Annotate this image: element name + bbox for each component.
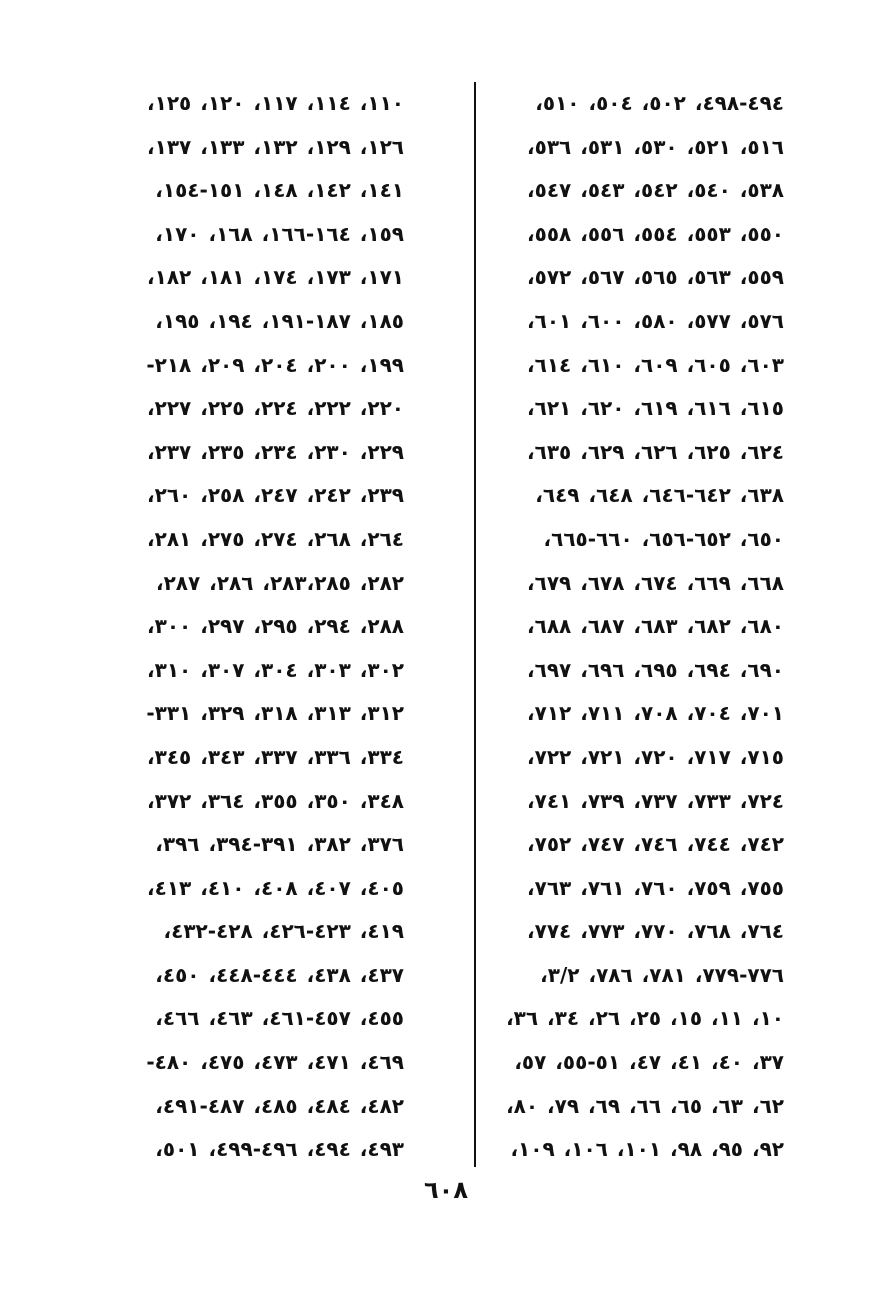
index-line: ١٢٦، ١٢٩، ١٣٢، ١٣٣، ١٣٧،: [147, 134, 404, 159]
index-line: ١٧١، ١٧٣، ١٧٤، ١٨١، ١٨٢،: [147, 265, 404, 290]
index-line: ٦٢٤، ٦٢٥، ٦٢٦، ٦٢٩، ٦٣٥،: [527, 439, 784, 464]
index-line: ٦٩٠، ٦٩٤، ٦٩٥، ٦٩٦، ٦٩٧،: [527, 657, 784, 682]
index-line: ٤٥٥، ٤٥٧-٤٦١، ٤٦٣، ٤٦٦،: [155, 1006, 404, 1031]
index-line: ٤٣٧، ٤٣٨، ٤٤٤-٤٤٨، ٤٥٠،: [155, 962, 404, 987]
index-line: ٦١٥، ٦١٦، ٦١٩، ٦٢٠، ٦٢١،: [527, 396, 784, 421]
index-line: ٦٢، ٦٣، ٦٥، ٦٦، ٦٩، ٧٩، ٨٠،: [506, 1093, 784, 1118]
index-line: ٣٧، ٤٠، ٤١، ٤٧، ٥١-٥٥، ٥٧،: [514, 1050, 784, 1075]
index-line: ١٠، ١١، ١٥، ٢٥، ٢٦، ٣٤، ٣٦،: [506, 1006, 784, 1031]
index-line: ٧٠١، ٧٠٤، ٧٠٨، ٧١١، ٧١٢،: [527, 701, 784, 726]
index-line: ٩٢، ٩٥، ٩٨، ١٠١، ١٠٦، ١٠٩،: [510, 1137, 784, 1162]
index-line: ٤٩٣، ٤٩٤، ٤٩٦-٤٩٩، ٥٠١،: [155, 1137, 404, 1162]
index-line: ٢٢٩، ٢٣٠، ٢٣٤، ٢٣٥، ٢٣٧،: [147, 439, 404, 464]
index-line: ٦٦٨، ٦٦٩، ٦٧٤، ٦٧٨، ٦٧٩،: [527, 570, 784, 595]
page-number: ٦٠٨: [424, 1176, 468, 1204]
index-line: ٦٠٣، ٦٠٥، ٦٠٩، ٦١٠، ٦١٤،: [527, 352, 784, 377]
index-line: ٤٠٥، ٤٠٧، ٤٠٨، ٤١٠، ٤١٣،: [147, 875, 404, 900]
index-line: ٤٩٤-٤٩٨، ٥٠٢، ٥٠٤، ٥١٠،: [535, 91, 784, 115]
index-line: ٧٢٤، ٧٣٣، ٧٣٧، ٧٣٩، ٧٤١،: [527, 788, 784, 813]
index-line: ٧٧٦-٧٧٩، ٧٨١، ٧٨٦، ٣/٢،: [540, 962, 784, 987]
index-line: ٢٣٩، ٢٤٢، ٢٤٧، ٢٥٨، ٢٦٠،: [147, 483, 404, 508]
index-line: ٧١٥، ٧١٧، ٧٢٠، ٧٢١، ٧٢٢،: [527, 744, 784, 769]
index-column-left: [104, 82, 404, 1172]
index-line: ٢٨٢، ٢٨٣،٢٨٥، ٢٨٦، ٢٨٧،: [155, 570, 404, 595]
index-line: ٦٥٠، ٦٥٢-٦٥٦، ٦٦٠-٦٦٥،: [543, 526, 784, 551]
index-line: ٥٧٦، ٥٧٧، ٥٨٠، ٦٠٠، ٦٠١،: [527, 308, 784, 333]
index-line: ٧٤٢، ٧٤٤، ٧٤٦، ٧٤٧، ٧٥٢،: [527, 832, 784, 857]
index-line: ٥٥٠، ٥٥٣، ٥٥٤، ٥٥٦، ٥٥٨،: [527, 221, 784, 246]
index-line: ٤٦٩، ٤٧١، ٤٧٣، ٤٧٥، ٤٨٠-: [146, 1050, 404, 1075]
index-line: ٥١٦، ٥٢١، ٥٣٠، ٥٣١، ٥٣٦،: [527, 134, 784, 159]
index-line: ١٨٥، ١٨٧-١٩١، ١٩٤، ١٩٥،: [155, 308, 404, 333]
index-line: ٣١٢، ٣١٣، ٣١٨، ٣٢٩، ٣٣١-: [146, 701, 404, 726]
index-line: ١١٠، ١١٤، ١١٧، ١٢٠، ١٢٥،: [147, 91, 404, 115]
index-line: ٢٦٤، ٢٦٨، ٢٧٤، ٢٧٥، ٢٨١،: [147, 526, 404, 551]
index-line: ٦٣٨، ٦٤٢-٦٤٦، ٦٤٨، ٦٤٩،: [535, 483, 784, 508]
index-line: ٥٥٩، ٥٦٣، ٥٦٥، ٥٦٧، ٥٧٢،: [527, 265, 784, 290]
index-column-right: [484, 82, 784, 1172]
index-line: ٢٢٠، ٢٢٢، ٢٢٤، ٢٢٥، ٢٢٧،: [147, 396, 404, 421]
column-divider: [474, 82, 476, 1167]
index-line: ٧٥٥، ٧٥٩، ٧٦٠، ٧٦١، ٧٦٣،: [527, 875, 784, 900]
index-line: ٧٦٤، ٧٦٨، ٧٧٠، ٧٧٣، ٧٧٤،: [527, 919, 784, 944]
index-line: ١٩٩، ٢٠٠، ٢٠٤، ٢٠٩، ٢١٨-: [146, 352, 404, 377]
index-line: ٢٨٨، ٢٩٤، ٢٩٥، ٢٩٧، ٣٠٠،: [147, 614, 404, 639]
index-line: ٤٨٢، ٤٨٤، ٤٨٥، ٤٨٧-٤٩١،: [155, 1093, 404, 1118]
index-line: ٦٨٠، ٦٨٢، ٦٨٣، ٦٨٧، ٦٨٨،: [527, 614, 784, 639]
index-line: ٤١٩، ٤٢٣-٤٢٦، ٤٢٨-٤٣٢،: [163, 919, 404, 944]
index-line: ٣٣٤، ٣٣٦، ٣٣٧، ٣٤٣، ٣٤٥،: [147, 744, 404, 769]
index-line: ٥٣٨، ٥٤٠، ٥٤٢، ٥٤٣، ٥٤٧،: [527, 178, 784, 203]
index-line: ٣٠٢، ٣٠٣، ٣٠٤، ٣٠٧، ٣١٠،: [147, 657, 404, 682]
index-line: ١٥٩، ١٦٤-١٦٦، ١٦٨، ١٧٠،: [155, 221, 404, 246]
index-line: ١٤١، ١٤٢، ١٤٨، ١٥١-١٥٤،: [155, 178, 404, 203]
index-line: ٣٤٨، ٣٥٠، ٣٥٥، ٣٦٤، ٣٧٢،: [147, 788, 404, 813]
index-line: ٣٧٦، ٣٨٢، ٣٩١-٣٩٤، ٣٩٦،: [155, 832, 404, 857]
